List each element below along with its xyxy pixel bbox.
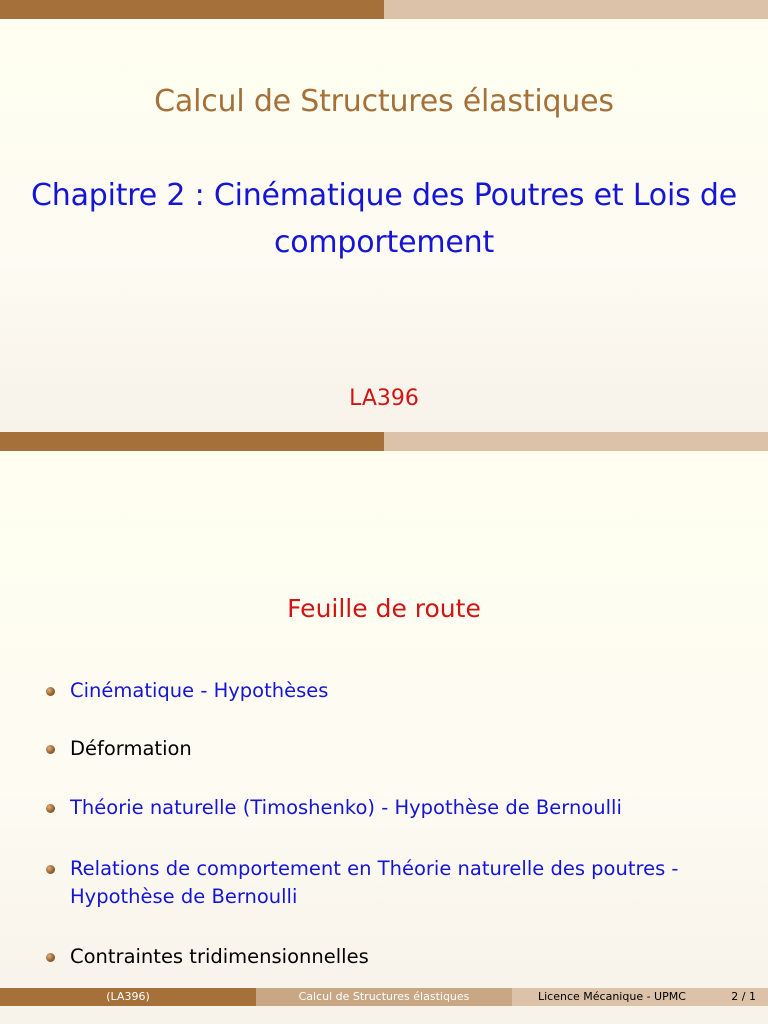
list-item-text: Relations de comportement en Théorie naturelle des poutres - Hypothèse de Bernoulli	[70, 857, 679, 908]
slide-footer	[0, 988, 768, 1006]
list-item	[46, 943, 726, 971]
top-bar-light-segment	[384, 0, 768, 19]
page-number: 2 / 1	[731, 990, 756, 1003]
footer-institute: Licence Mécanique - UPMC	[538, 990, 686, 1003]
top-bar-dark-segment	[0, 0, 384, 19]
course-code: LA396	[349, 386, 419, 411]
top-decoration-bar	[0, 0, 768, 19]
list-item-text: Déformation	[70, 737, 192, 760]
footer-author: (LA396)	[0, 988, 256, 1006]
roadmap-slide	[0, 432, 768, 1024]
bullet-ball-icon	[46, 745, 55, 754]
frame-title: Feuille de route	[287, 594, 481, 623]
list-item	[46, 855, 726, 911]
footer-title: Calcul de Structures élastiques	[256, 988, 512, 1006]
list-item	[46, 794, 726, 822]
title-slide	[0, 0, 768, 432]
list-item-text: Contraintes tridimensionnelles	[70, 945, 369, 968]
course-title: Calcul de Structures élastiques	[154, 84, 614, 119]
list-item-text: Théorie naturelle (Timoshenko) - Hypothèse de Bernoulli	[70, 796, 622, 819]
bullet-ball-icon	[46, 687, 55, 696]
list-item-text: Cinématique - Hypothèses	[70, 679, 329, 702]
list-item	[46, 677, 726, 705]
roadmap-list	[0, 432, 768, 992]
bullet-ball-icon	[46, 804, 55, 813]
bullet-ball-icon	[46, 865, 55, 874]
bullet-ball-icon	[46, 953, 55, 962]
list-item	[46, 735, 726, 763]
chapter-title: Chapitre 2 : Cinématique des Poutres et Lois de comportement	[31, 178, 737, 260]
footer-institute-box	[512, 988, 768, 1006]
